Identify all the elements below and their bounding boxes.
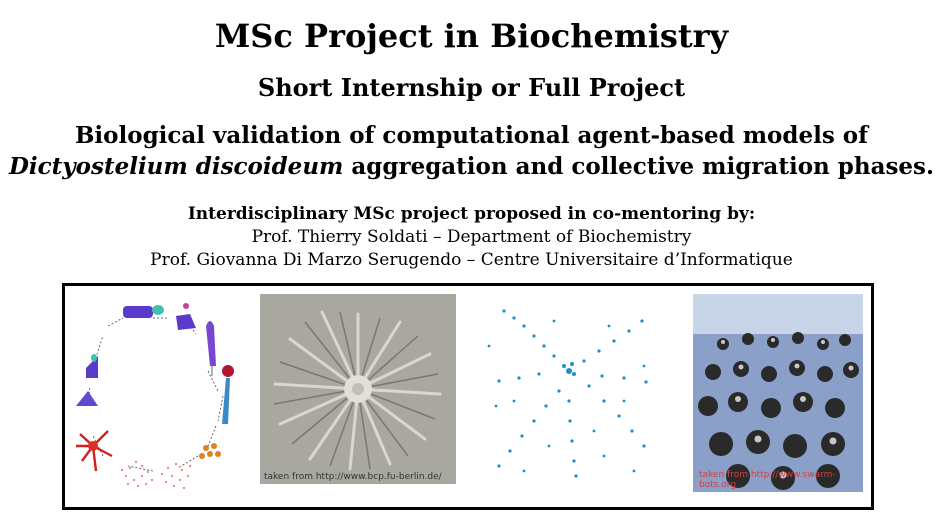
aggregation-micrograph	[260, 294, 456, 484]
panel2-caption: taken from http://www.bcp.fu-berlin.de/	[264, 472, 442, 482]
mentor-1: Prof. Thierry Soldati – Department of Biochemistry	[251, 227, 692, 247]
project-title-line2-rest: aggregation and collective migration phases.	[343, 153, 935, 180]
organism-name: Dictyostelium discoideum	[8, 153, 344, 180]
panel4-caption: taken from http://www.swarm-bots.org	[699, 470, 836, 490]
swarm-robots-photo	[693, 294, 863, 492]
simulation-plot	[484, 306, 654, 482]
mentor-block	[0, 203, 943, 272]
project-title-line2	[0, 151, 943, 182]
mentor-intro: Interdisciplinary MSc project proposed in co-mentoring by:	[187, 204, 756, 224]
project-title-line1: Biological validation of computational agent-based models of	[74, 122, 869, 149]
page-subtitle: Short Internship or Full Project	[257, 73, 686, 102]
mentor-2: Prof. Giovanna Di Marzo Serugendo – Centre Universitaire d’Informatique	[150, 250, 793, 270]
life-cycle-diagram	[68, 296, 250, 500]
project-title	[0, 120, 943, 182]
page-title: MSc Project in Biochemistry	[214, 17, 729, 55]
figure-frame	[62, 283, 874, 510]
